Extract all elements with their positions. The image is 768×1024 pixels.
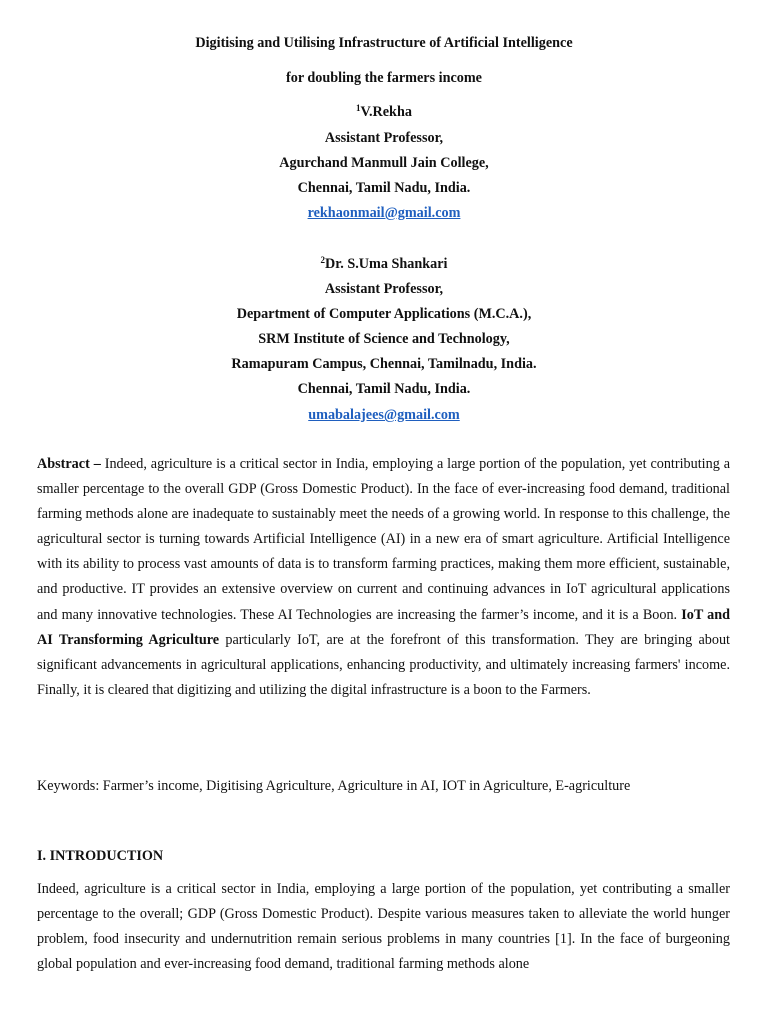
abstract-text-part-2: particularly IoT, are at the forefront of this transformation. They are bringing about significant advancements in agricultural applications, enhancing productivity, and ultimately increasing farmers' income. Finally, it is cleared that digitizing and utilizing the digital infrastructure is a boon to the Farmers. — [37, 631, 731, 698]
introduction-heading: I. INTRODUCTION — [37, 848, 164, 864]
abstract-text-part-1: Indeed, agriculture is a critical sector in India, employing a large portion of the population, yet contributing a smaller percentage to the overall GDP (Gross Domestic Product). In the face of ever-increasing food demand, traditional farming methods alone are inadequate to sustainably meet the needs of a growing world. In response to this challenge, the agricultural sector is turning towards Artificial Intelligence (AI) in a new era of smart agriculture. Artificial Intelligence with its ability to process vast amounts of data is to transform farming practices, making them more efficient, sustainable, and productive. IT provides an extensive overview on current and continuing advances in IoT agricultural applications and many innovative technologies. These AI Technologies are increasing the farmer’s income, and it is a Boon. — [37, 456, 730, 623]
author1-number: 1 — [356, 103, 361, 113]
author2-name-text: Dr. S.Uma Shankari — [325, 256, 448, 272]
author1-name — [0, 103, 768, 121]
author1-college: Agurchand Manmull Jain College, — [279, 155, 489, 171]
author2-position: Assistant Professor, — [324, 281, 444, 297]
author2-department: Department of Computer Applications (M.C.A.), — [236, 306, 532, 322]
author1-name-text: V.Rekha — [360, 104, 412, 120]
author2-email-row — [0, 406, 768, 424]
author2-campus: Ramapuram Campus, Chennai, Tamilnadu, India. — [231, 356, 537, 372]
abstract-label: Abstract – — [37, 456, 101, 472]
author1-email-row — [0, 204, 768, 222]
author1-location: Chennai, Tamil Nadu, India. — [297, 180, 471, 196]
abstract-bold-phrase: IoT and AI Transforming Agriculture — [37, 606, 730, 648]
keywords-line: Keywords: Farmer’s income, Digitising Agriculture, Agriculture in AI, IOT in Agriculture, E-agriculture — [37, 778, 631, 794]
introduction-paragraph: Indeed, agriculture is a critical sector in India, employing a large portion of the population, yet contributing a smaller percentage to the overall; GDP (Gross Domestic Product). Despite various measures taken to alleviate the world hunger problem, food insecurity and undernutrition remain serious problems in many countries [1]. In the face of burgeoning global population and ever-increasing food demand, traditional farming methods alone — [37, 881, 730, 973]
paper-title-line-1: Digitising and Utilising Infrastructure of Artificial Intelligence — [195, 35, 573, 51]
paper-title-line-2: for doubling the farmers income — [286, 70, 482, 86]
author2-email-link[interactable]: umabalajees@gmail.com — [308, 407, 460, 423]
author1-email-link[interactable]: rekhaonmail@gmail.com — [307, 205, 461, 221]
author2-number: 2 — [320, 255, 326, 265]
author2-name — [0, 255, 768, 273]
author2-location: Chennai, Tamil Nadu, India. — [297, 381, 471, 397]
author2-institute: SRM Institute of Science and Technology, — [258, 331, 510, 347]
author1-position: Assistant Professor, — [324, 130, 444, 146]
abstract-paragraph — [37, 452, 730, 703]
